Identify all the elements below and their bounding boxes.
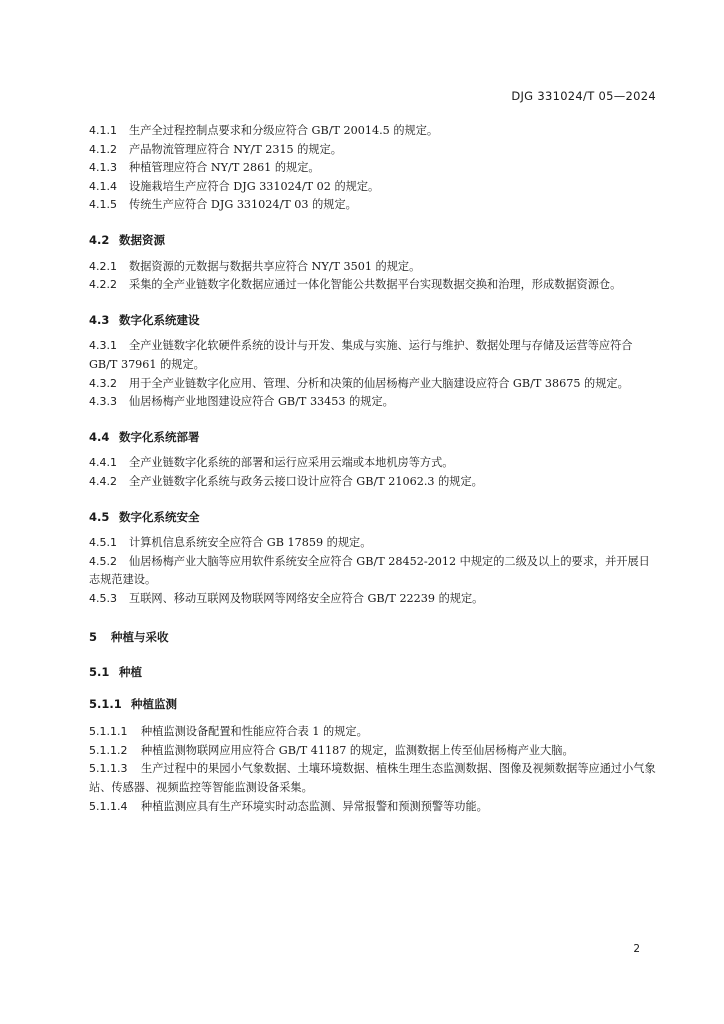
clause-4-2-2 bbox=[89, 276, 657, 295]
clause-4-3-2 bbox=[89, 375, 657, 394]
section-heading-4-5 bbox=[89, 508, 657, 527]
section-5-1-1-body bbox=[89, 723, 657, 816]
section-4-4-body bbox=[89, 454, 657, 491]
clause-4-5-1 bbox=[89, 534, 657, 553]
section-number: 4.3 bbox=[89, 312, 110, 327]
clause-text: 数据资源的元数据与数据共享应符合 NY/T 3501 的规定。 bbox=[129, 259, 421, 273]
section-number: 5.1 bbox=[89, 665, 110, 680]
section-title: 种植 bbox=[119, 665, 142, 680]
section-number: 4.5 bbox=[89, 509, 110, 524]
section-4-2-body bbox=[89, 258, 657, 295]
clause-text: 种植管理应符合 NY/T 2861 的规定。 bbox=[129, 161, 320, 175]
clause-4-1-2 bbox=[89, 141, 657, 160]
section-number: 4.4 bbox=[89, 429, 110, 444]
clause-number: 4.5.2 bbox=[89, 554, 117, 568]
clause-number: 4.3.3 bbox=[89, 395, 117, 409]
document-code: DJG 331024/T 05—2024 bbox=[511, 89, 656, 103]
clause-text: 全产业链数字化软硬件系统的设计与开发、集成与实施、运行与维护、数据处理与存储及运营等应符合 GB/T 37961 的规定。 bbox=[89, 339, 633, 371]
clause-4-1-3 bbox=[89, 159, 657, 178]
clause-text: 产品物流管理应符合 NY/T 2315 的规定。 bbox=[129, 142, 342, 156]
clause-number: 5.1.1.4 bbox=[89, 799, 128, 813]
clause-4-4-2 bbox=[89, 473, 657, 492]
clause-number: 4.1.2 bbox=[89, 142, 117, 156]
clause-4-2-1 bbox=[89, 258, 657, 277]
section-4-5-body bbox=[89, 534, 657, 608]
clause-text: 全产业链数字化系统的部署和运行应采用云端或本地机房等方式。 bbox=[129, 456, 454, 470]
clause-4-5-2 bbox=[89, 553, 657, 590]
clause-number: 4.3.1 bbox=[89, 339, 117, 353]
clause-number: 4.3.2 bbox=[89, 376, 117, 390]
clause-number: 4.1.3 bbox=[89, 161, 117, 175]
section-title: 种植监测 bbox=[131, 696, 177, 711]
clause-5-1-1-2 bbox=[89, 742, 657, 761]
clause-number: 4.1.1 bbox=[89, 124, 117, 137]
clause-5-1-1-4 bbox=[89, 798, 657, 817]
clause-text: 种植监测物联网应用应符合 GB/T 41187 的规定，监测数据上传至仙居杨梅产业大脑。 bbox=[141, 743, 574, 757]
section-title: 数字化系统部署 bbox=[119, 429, 200, 444]
clause-4-3-3 bbox=[89, 393, 657, 412]
chapter-heading-5 bbox=[89, 628, 657, 647]
section-number: 5.1.1 bbox=[89, 696, 122, 711]
chapter-number: 5 bbox=[89, 630, 98, 645]
clause-5-1-1-1 bbox=[89, 723, 657, 742]
clause-4-4-1 bbox=[89, 454, 657, 473]
clause-text: 用于全产业链数字化应用、管理、分析和决策的仙居杨梅产业大脑建设应符合 GB/T 38675 的规定。 bbox=[129, 376, 629, 390]
section-heading-4-2 bbox=[89, 231, 657, 250]
clause-text: 仙居杨梅产业大脑等应用软件系统安全应符合 GB/T 28452-2012 中规定的二级及以上的要求，并开展日志规范建设。 bbox=[89, 554, 650, 587]
clause-4-1-1 bbox=[89, 122, 657, 141]
clause-number: 4.2.2 bbox=[89, 278, 117, 292]
clause-text: 互联网、移动互联网及物联网等网络安全应符合 GB/T 22239 的规定。 bbox=[129, 591, 484, 605]
section-heading-5-1 bbox=[89, 663, 657, 682]
clause-4-1-5 bbox=[89, 196, 657, 215]
clause-text: 生产全过程控制点要求和分级应符合 GB/T 20014.5 的规定。 bbox=[129, 124, 439, 137]
clause-text: 传统生产应符合 DJG 331024/T 03 的规定。 bbox=[129, 198, 357, 212]
clause-5-1-1-3 bbox=[89, 760, 657, 797]
clause-text: 采集的全产业链数字化数据应通过一体化智能公共数据平台实现数据交换和治理，形成数据资源仓。 bbox=[129, 278, 622, 292]
section-title: 数据资源 bbox=[119, 232, 165, 247]
clause-number: 5.1.1.1 bbox=[89, 725, 128, 739]
clause-number: 4.1.5 bbox=[89, 198, 117, 212]
clause-text: 仙居杨梅产业地图建设应符合 GB/T 33453 的规定。 bbox=[129, 395, 394, 409]
chapter-title: 种植与采收 bbox=[111, 630, 169, 645]
clause-text: 设施栽培生产应符合 DJG 331024/T 02 的规定。 bbox=[129, 179, 380, 193]
clause-text: 全产业链数字化系统与政务云接口设计应符合 GB/T 21062.3 的规定。 bbox=[129, 474, 483, 488]
clause-number: 4.5.1 bbox=[89, 536, 117, 550]
clause-text: 计算机信息系统安全应符合 GB 17859 的规定。 bbox=[129, 536, 372, 550]
page-body bbox=[89, 122, 657, 816]
page-number: 2 bbox=[633, 943, 640, 955]
clause-number: 4.1.4 bbox=[89, 179, 117, 193]
section-title: 数字化系统建设 bbox=[119, 312, 200, 327]
clause-number: 4.4.2 bbox=[89, 474, 117, 488]
clause-text: 生产过程中的果园小气象数据、土壤环境数据、植株生理生态监测数据、图像及视频数据等应通过小气象站、传感器、视频监控等智能监测设备采集。 bbox=[89, 762, 656, 795]
clause-text: 种植监测设备配置和性能应符合表 1 的规定。 bbox=[141, 725, 368, 739]
section-4-3-body bbox=[89, 337, 657, 411]
clause-4-1-4 bbox=[89, 178, 657, 197]
section-heading-4-3 bbox=[89, 311, 657, 330]
clause-number: 4.4.1 bbox=[89, 456, 117, 470]
clause-number: 4.2.1 bbox=[89, 259, 117, 273]
clause-text: 种植监测应具有生产环境实时动态监测、异常报警和预测预警等功能。 bbox=[141, 799, 488, 813]
clause-4-3-1 bbox=[89, 337, 657, 374]
clause-4-5-3 bbox=[89, 590, 657, 609]
section-title: 数字化系统安全 bbox=[119, 509, 200, 524]
section-heading-5-1-1 bbox=[89, 695, 657, 714]
section-number: 4.2 bbox=[89, 232, 110, 247]
section-heading-4-4 bbox=[89, 428, 657, 447]
clause-number: 4.5.3 bbox=[89, 591, 117, 605]
clause-number: 5.1.1.3 bbox=[89, 762, 128, 776]
clause-number: 5.1.1.2 bbox=[89, 743, 128, 757]
